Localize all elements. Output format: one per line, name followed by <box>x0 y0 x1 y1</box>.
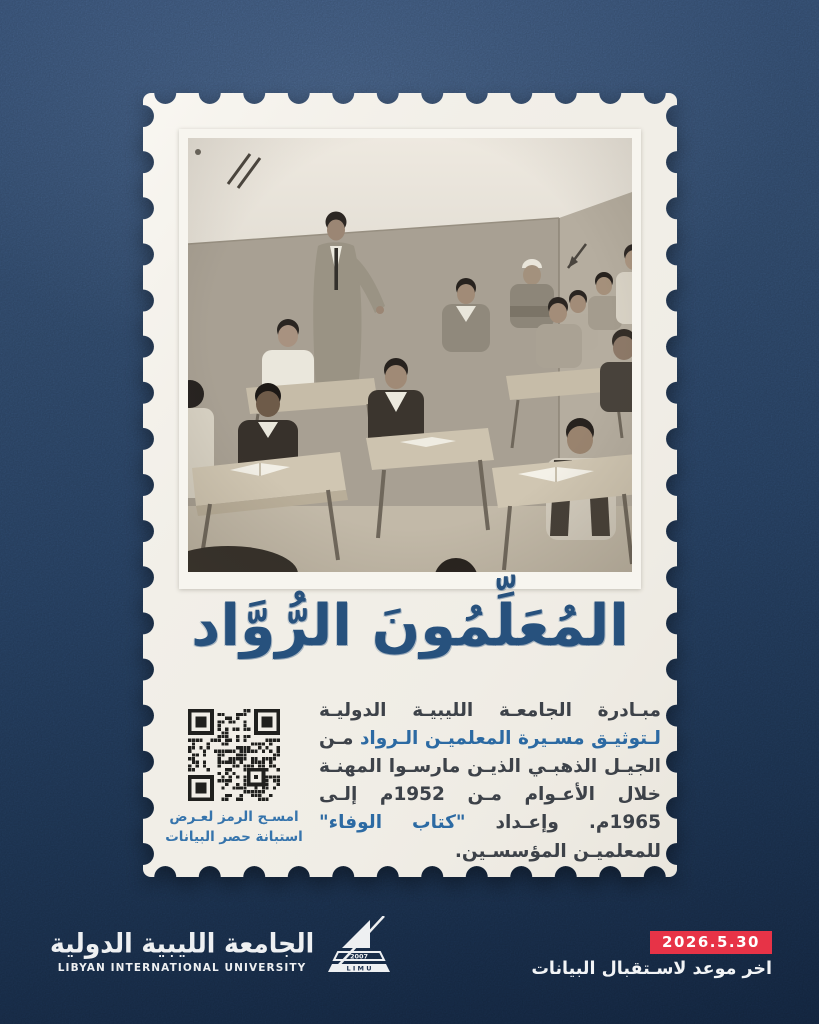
description-highlight-book: "كتاب الوفاء" <box>319 812 466 834</box>
limu-letters: L I M U <box>346 964 372 973</box>
info-row <box>159 697 661 866</box>
deadline-label: اخر موعد لاسـتقبال البيانات <box>531 959 772 979</box>
initiative-description <box>319 697 661 866</box>
university-logo-block <box>50 916 392 974</box>
limu-sail-logo <box>326 916 392 974</box>
description-highlight-documenting: لـتوثيـق مسـيرة المعلميـن الـرواد <box>359 728 662 750</box>
qr-code <box>188 709 280 801</box>
description-part2: مـن الجيـل الذهبـي الذيـن مارسـوا المهنـة خلال الأعـوام مـن 1952م إلـى 1965م. وإعـداد <box>319 728 661 834</box>
postage-stamp <box>143 93 677 877</box>
classroom-photo-illustration <box>188 138 632 572</box>
description-part1: مبـادرة الجامعـة الليبيـة الدوليـة <box>319 700 661 721</box>
qr-caption-line2: استبانة حصر البيانات <box>165 828 303 845</box>
deadline-block <box>531 931 772 979</box>
university-name-arabic: الجامعة الليبية الدولية <box>50 927 315 960</box>
classroom-photo <box>179 129 641 589</box>
description-part3: للمعلميـن المؤسسـين. <box>454 840 661 862</box>
deadline-date-badge: 2026.5.30 <box>650 931 772 954</box>
poster-title: المُعَلِّمُونَ الرُّوَّاد <box>191 593 629 659</box>
limu-year: 2007 <box>350 952 369 961</box>
qr-block <box>159 709 309 847</box>
qr-caption-line1: امسـح الرمز لعـرض <box>169 809 299 825</box>
qr-caption <box>165 808 303 847</box>
university-name-english: LIBYAN INTERNATIONAL UNIVERSITY <box>57 962 307 974</box>
